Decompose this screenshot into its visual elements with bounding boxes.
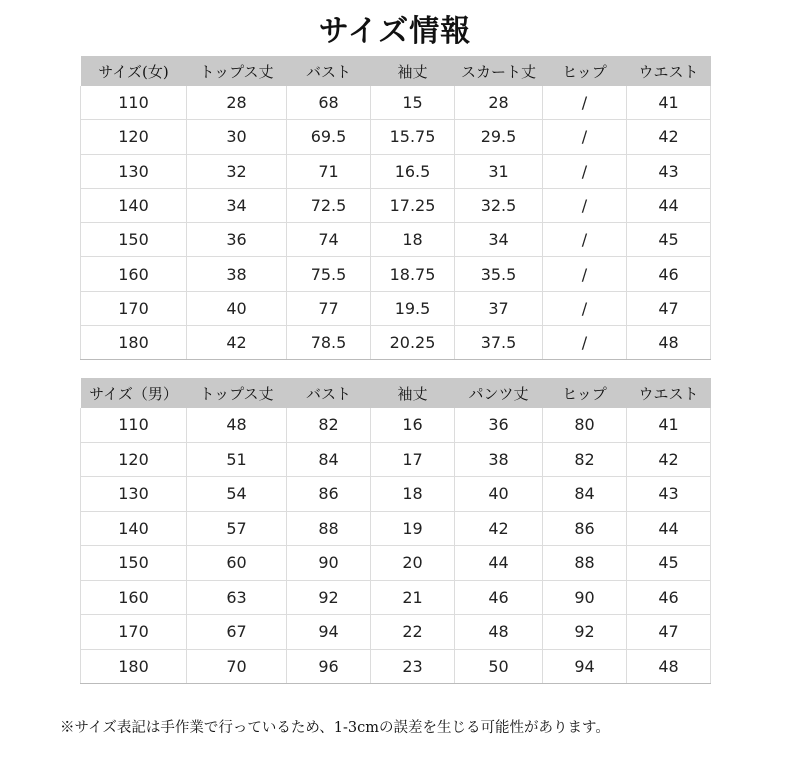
- table-cell: 50: [455, 649, 543, 684]
- table-cell: 75.5: [287, 257, 371, 291]
- table-cell: 48: [627, 326, 711, 360]
- table-cell: 63: [187, 580, 287, 615]
- table-cell: 57: [187, 511, 287, 546]
- table-row: [81, 580, 711, 615]
- table-cell: 23: [371, 649, 455, 684]
- table-cell: 68: [287, 86, 371, 120]
- header-sleeve-length: 袖丈: [371, 56, 455, 86]
- table-cell: 92: [543, 615, 627, 650]
- header-sleeve-length: 袖丈: [371, 378, 455, 408]
- table-cell: 92: [287, 580, 371, 615]
- table-row: [81, 326, 711, 360]
- table-cell: 19: [371, 511, 455, 546]
- table-cell: 71: [287, 154, 371, 188]
- table-cell: 86: [543, 511, 627, 546]
- table-cell: 160: [81, 257, 187, 291]
- table-cell: 82: [543, 442, 627, 477]
- table-cell: 45: [627, 546, 711, 581]
- header-hip: ヒップ: [543, 378, 627, 408]
- header-skirt-length: スカート丈: [455, 56, 543, 86]
- table-row: [81, 615, 711, 650]
- table-cell: 42: [187, 326, 287, 360]
- table-cell: 42: [627, 442, 711, 477]
- table-cell: 40: [455, 477, 543, 512]
- table-cell: 37: [455, 291, 543, 325]
- table-cell: 36: [455, 408, 543, 442]
- women-size-table: [80, 56, 711, 360]
- table-row: [81, 120, 711, 154]
- table-cell: /: [543, 223, 627, 257]
- table-row: [81, 257, 711, 291]
- table-cell: 90: [287, 546, 371, 581]
- table-cell: 48: [627, 649, 711, 684]
- header-tops-length: トップス丈: [187, 56, 287, 86]
- table-cell: 28: [455, 86, 543, 120]
- table-cell: 48: [455, 615, 543, 650]
- table-cell: 72.5: [287, 188, 371, 222]
- table-row: [81, 546, 711, 581]
- table-cell: 36: [187, 223, 287, 257]
- table-cell: 34: [187, 188, 287, 222]
- table-cell: 16.5: [371, 154, 455, 188]
- table-cell: 120: [81, 442, 187, 477]
- table-row: [81, 154, 711, 188]
- table-cell: 18: [371, 477, 455, 512]
- table-cell: 60: [187, 546, 287, 581]
- table-cell: 37.5: [455, 326, 543, 360]
- table-row: [81, 86, 711, 120]
- table-cell: 78.5: [287, 326, 371, 360]
- table-cell: 180: [81, 649, 187, 684]
- table-cell: 74: [287, 223, 371, 257]
- table-cell: 46: [455, 580, 543, 615]
- table-cell: 150: [81, 546, 187, 581]
- table-row: [81, 291, 711, 325]
- table-cell: /: [543, 120, 627, 154]
- table-cell: 44: [627, 188, 711, 222]
- table-cell: 15: [371, 86, 455, 120]
- table-cell: 84: [287, 442, 371, 477]
- table-cell: 32: [187, 154, 287, 188]
- table-cell: 38: [455, 442, 543, 477]
- table-cell: 82: [287, 408, 371, 442]
- table-cell: 35.5: [455, 257, 543, 291]
- table-header-row: [81, 378, 711, 408]
- table-cell: 20.25: [371, 326, 455, 360]
- table-cell: 67: [187, 615, 287, 650]
- table-cell: 44: [627, 511, 711, 546]
- table-cell: 32.5: [455, 188, 543, 222]
- table-row: [81, 408, 711, 442]
- header-size: サイズ（男）: [81, 378, 187, 408]
- table-cell: 46: [627, 257, 711, 291]
- table-cell: 45: [627, 223, 711, 257]
- table-cell: 16: [371, 408, 455, 442]
- table-cell: 150: [81, 223, 187, 257]
- table-cell: 20: [371, 546, 455, 581]
- table-cell: 110: [81, 86, 187, 120]
- table-cell: 180: [81, 326, 187, 360]
- header-waist: ウエスト: [627, 56, 711, 86]
- header-bust: バスト: [287, 56, 371, 86]
- table-cell: /: [543, 86, 627, 120]
- table-cell: 34: [455, 223, 543, 257]
- table-row: [81, 477, 711, 512]
- table-cell: 140: [81, 188, 187, 222]
- header-bust: バスト: [287, 378, 371, 408]
- table-cell: 70: [187, 649, 287, 684]
- table-cell: /: [543, 291, 627, 325]
- table-cell: 69.5: [287, 120, 371, 154]
- table-cell: 110: [81, 408, 187, 442]
- table-cell: 130: [81, 477, 187, 512]
- table-cell: 43: [627, 154, 711, 188]
- table-header-row: [81, 56, 711, 86]
- table-cell: 18.75: [371, 257, 455, 291]
- header-hip: ヒップ: [543, 56, 627, 86]
- table-cell: 38: [187, 257, 287, 291]
- table-cell: 96: [287, 649, 371, 684]
- table-cell: 21: [371, 580, 455, 615]
- table-cell: 47: [627, 291, 711, 325]
- table-cell: 94: [543, 649, 627, 684]
- table-cell: 28: [187, 86, 287, 120]
- table-cell: 46: [627, 580, 711, 615]
- table-cell: 84: [543, 477, 627, 512]
- table-cell: 42: [455, 511, 543, 546]
- header-waist: ウエスト: [627, 378, 711, 408]
- table-cell: 31: [455, 154, 543, 188]
- table-cell: 19.5: [371, 291, 455, 325]
- header-size: サイズ(女): [81, 56, 187, 86]
- table-cell: 51: [187, 442, 287, 477]
- table-cell: 86: [287, 477, 371, 512]
- table-row: [81, 188, 711, 222]
- table-cell: 22: [371, 615, 455, 650]
- table-row: [81, 223, 711, 257]
- table-cell: 47: [627, 615, 711, 650]
- header-pants-length: パンツ丈: [455, 378, 543, 408]
- table-cell: 29.5: [455, 120, 543, 154]
- table-cell: 43: [627, 477, 711, 512]
- page-title: サイズ情報: [318, 14, 472, 49]
- table-cell: 44: [455, 546, 543, 581]
- men-size-table: [80, 378, 711, 684]
- table-cell: 94: [287, 615, 371, 650]
- table-cell: 160: [81, 580, 187, 615]
- table-cell: 40: [187, 291, 287, 325]
- table-cell: 41: [627, 86, 711, 120]
- men-table-body: [81, 408, 711, 684]
- table-cell: /: [543, 154, 627, 188]
- table-cell: 80: [543, 408, 627, 442]
- table-row: [81, 649, 711, 684]
- table-cell: 41: [627, 408, 711, 442]
- table-cell: 170: [81, 291, 187, 325]
- table-cell: /: [543, 257, 627, 291]
- table-row: [81, 511, 711, 546]
- measurement-note: ※サイズ表記は手作業で行っているため、1-3cmの誤差を生じる可能性があります。: [60, 720, 610, 736]
- table-cell: 88: [543, 546, 627, 581]
- table-cell: /: [543, 326, 627, 360]
- table-cell: 140: [81, 511, 187, 546]
- table-cell: 120: [81, 120, 187, 154]
- table-cell: 130: [81, 154, 187, 188]
- table-cell: 88: [287, 511, 371, 546]
- table-cell: 17.25: [371, 188, 455, 222]
- table-cell: 15.75: [371, 120, 455, 154]
- table-cell: 90: [543, 580, 627, 615]
- table-cell: 77: [287, 291, 371, 325]
- table-cell: 17: [371, 442, 455, 477]
- table-cell: 48: [187, 408, 287, 442]
- table-cell: 54: [187, 477, 287, 512]
- table-cell: 42: [627, 120, 711, 154]
- table-cell: 18: [371, 223, 455, 257]
- table-row: [81, 442, 711, 477]
- table-cell: /: [543, 188, 627, 222]
- women-table-body: [81, 86, 711, 360]
- table-cell: 30: [187, 120, 287, 154]
- table-cell: 170: [81, 615, 187, 650]
- header-tops-length: トップス丈: [187, 378, 287, 408]
